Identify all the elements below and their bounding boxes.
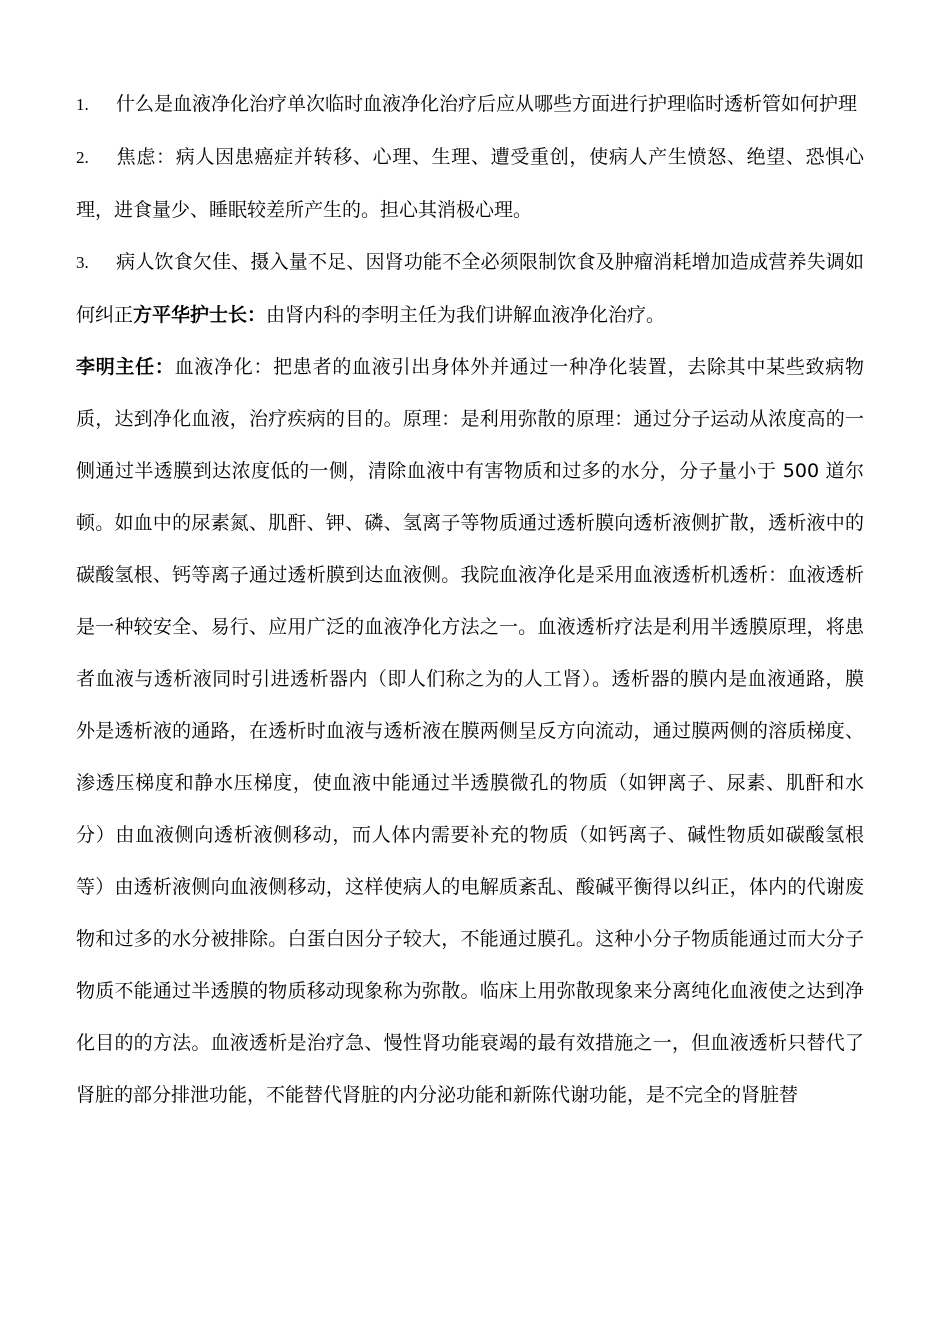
list-item-text: 焦虑：病人因患癌症并转移、心理、生理、遭受重创，使病人产生愤怒、绝望、恐惧心理，进食量少、睡眠较差所产生的。担心其消极心理。 — [76, 146, 864, 221]
document-body — [76, 78, 864, 1121]
paragraph-text: 血液净化：把患者的血液引出身体外并通过一种净化装置，去除其中某些致病物质，达到净化血液，治疗疾病的目的。原理：是利用弥散的原理：通过分子运动从浓度高的一侧通过半透膜到达浓度低的一侧，清除血液中有害物质和过多的水分，分子量小于 500 道尔顿。如血中的尿素氮、肌酐、钾、磷、氢离子等物质通过透析膜向透析液侧扩散，透析液中的碳酸氢根、钙等离子通过透析膜到达血液侧。我院血液净化是采用血液透析机透析：血液透析是一种较安全、易行、应用广泛的血液净化方法之一。血液透析疗法是利用半透膜原理，将患者血液与透析液同时引进透析器内（即人们称之为的人工肾）。透析器的膜内是血液通路，膜外是透析液的通路，在透析时血液与透析液在膜两侧呈反方向流动，通过膜两侧的溶质梯度、渗透压梯度和静水压梯度，使血液中能通过半透膜微孔的物质（如钾离子、尿素、肌酐和水分）由血液侧向透析液侧移动，而人体内需要补充的物质（如钙离子、碱性物质如碳酸氢根等）由透析液侧向血液侧移动，这样使病人的电解质紊乱、酸碱平衡得以纠正，体内的代谢废物和过多的水分被排除。白蛋白因分子较大，不能通过膜孔。这种小分子物质能通过而大分子物质不能通过半透膜的物质移动现象称为弥散。临床上用弥散现象来分离纯化血液使之达到净化目的的方法。血液透析是治疗急、慢性肾功能衰竭的最有效措施之一，但血液透析只替代了肾脏的部分排泄功能，不能替代肾脏的内分泌功能和新陈代谢功能，是不完全的肾脏替 — [76, 356, 864, 1106]
body-paragraph — [76, 341, 864, 1121]
list-item-1 — [76, 78, 864, 131]
list-item-text: 什么是血液净化治疗单次临时血液净化治疗后应从哪些方面进行护理临时透析管如何护理 — [116, 93, 858, 115]
list-number: 1. — [76, 95, 89, 114]
list-number: 3. — [76, 253, 89, 272]
speaker-text: 由肾内科的李明主任为我们讲解血液净化治疗。 — [266, 304, 666, 326]
list-item-2 — [76, 131, 864, 236]
list-number: 2. — [76, 148, 89, 167]
speaker-name: 方平华护士长： — [133, 304, 267, 326]
list-item-3 — [76, 236, 864, 341]
speaker-name: 李明主任： — [76, 356, 175, 378]
list-item-text: 病人饮食欠佳、摄入量不足、因肾功能不全必须限制饮食及肿瘤消耗增加造成营养失调如何纠正 — [76, 251, 864, 326]
